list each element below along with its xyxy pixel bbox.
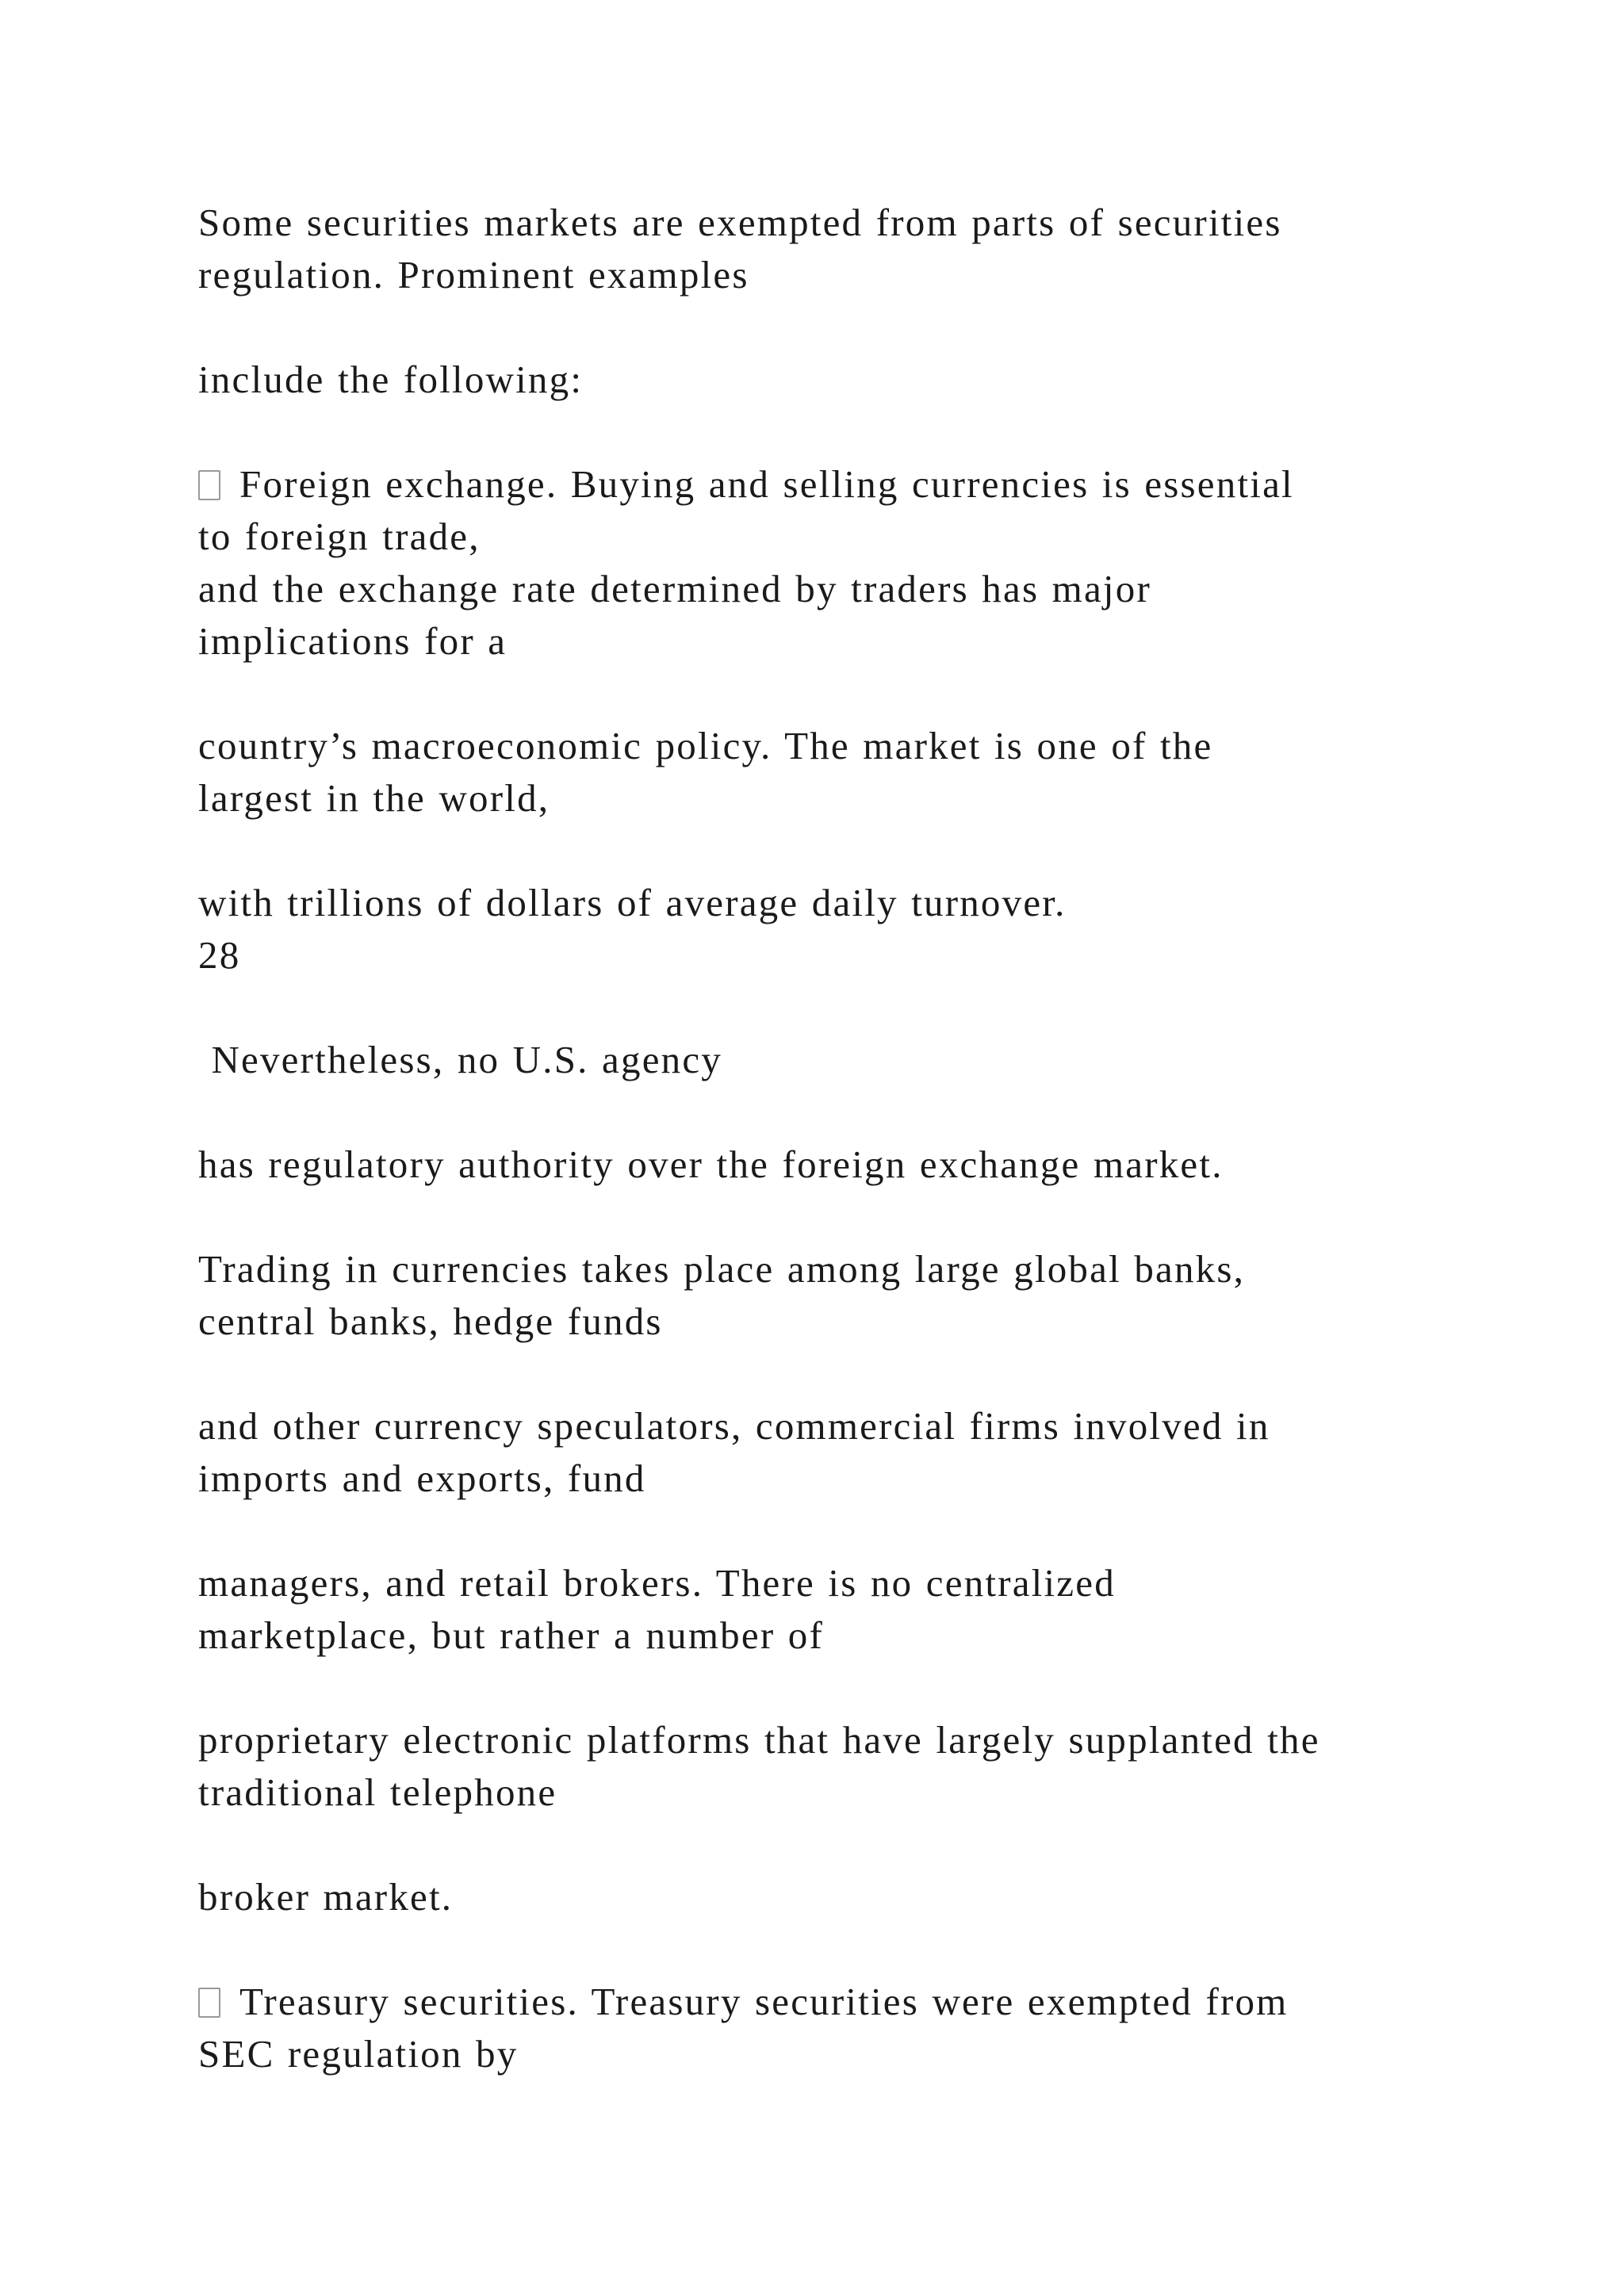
text-line: managers, and retail brokers. There is no centralized <box>198 1561 1116 1605</box>
text-line: regulation. Prominent examples <box>198 253 749 297</box>
paragraph-gap <box>198 982 1499 1034</box>
text-line: with trillions of dollars of average daily turnover. <box>198 881 1067 924</box>
paragraph <box>198 1400 1499 1505</box>
text-line: has regulatory authority over the foreign exchange market. <box>198 1142 1224 1186</box>
paragraph-gap <box>198 301 1499 354</box>
paragraph-gap <box>198 1819 1499 1871</box>
paragraph <box>198 1557 1499 1662</box>
paragraph <box>198 197 1499 301</box>
paragraph <box>198 1034 1499 1086</box>
text-line: country’s macroeconomic policy. The market is one of the <box>198 724 1213 767</box>
text-line: and the exchange rate determined by traders has major <box>198 567 1151 610</box>
paragraph <box>198 1138 1499 1191</box>
document-body <box>198 197 1499 2080</box>
paragraph <box>198 1243 1499 1348</box>
text-line: marketplace, but rather a number of <box>198 1613 825 1657</box>
text-line: SEC regulation by <box>198 2032 519 2076</box>
paragraph-gap <box>198 1191 1499 1243</box>
text-line: and other currency speculators, commercial firms involved in <box>198 1404 1270 1448</box>
paragraph <box>198 1714 1499 1819</box>
paragraph-gap <box>198 1923 1499 1976</box>
paragraph-gap <box>198 1662 1499 1714</box>
paragraph-gap <box>198 1348 1499 1400</box>
paragraph-gap <box>198 668 1499 720</box>
bullet-box-icon <box>198 470 220 500</box>
text-line: Some securities markets are exempted from parts of securities <box>198 201 1282 244</box>
bullet-text: Treasury securities. Treasury securities were exempted from <box>239 1980 1289 2023</box>
paragraph-gap <box>198 406 1499 458</box>
footnote-number: 28 <box>198 933 241 977</box>
bullet-paragraph <box>198 1976 1499 2080</box>
text-line: traditional telephone <box>198 1770 557 1814</box>
text-line: broker market. <box>198 1875 454 1919</box>
bullet-box-icon <box>198 1988 220 2018</box>
paragraph <box>198 1871 1499 1923</box>
paragraph <box>198 720 1499 825</box>
paragraph-gap <box>198 825 1499 877</box>
text-line <box>198 458 1499 511</box>
text-line: central banks, hedge funds <box>198 1299 663 1343</box>
text-line: to foreign trade, <box>198 515 481 558</box>
bullet-paragraph <box>198 458 1499 668</box>
text-line: implications for a <box>198 619 508 663</box>
paragraph-gap <box>198 1086 1499 1138</box>
text-line: Nevertheless, no U.S. agency <box>198 1038 722 1081</box>
text-line: largest in the world, <box>198 776 550 820</box>
text-line: include the following: <box>198 358 584 401</box>
paragraph-gap <box>198 1505 1499 1557</box>
paragraph <box>198 354 1499 406</box>
bullet-text: Foreign exchange. Buying and selling currencies is essential <box>239 462 1294 506</box>
paragraph <box>198 877 1499 982</box>
text-line: Trading in currencies takes place among large global banks, <box>198 1247 1246 1291</box>
text-line: imports and exports, fund <box>198 1456 646 1500</box>
text-line <box>198 1976 1499 2028</box>
text-line: proprietary electronic platforms that have largely supplanted the <box>198 1718 1320 1762</box>
